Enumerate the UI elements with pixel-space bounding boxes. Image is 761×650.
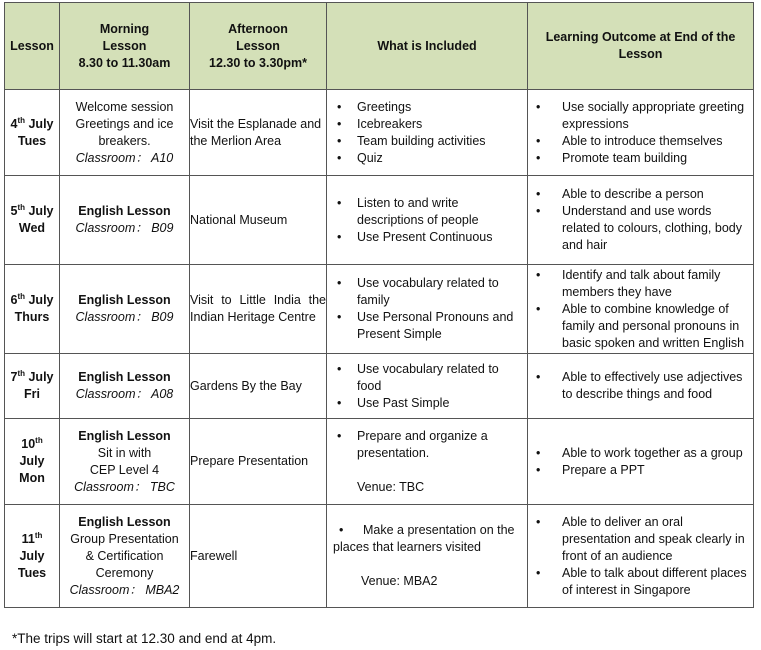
list-item: • Greetings	[327, 99, 523, 116]
lesson-date: 11th July Tues	[5, 505, 60, 608]
list-item: • Promote team building	[528, 150, 749, 167]
included-list	[327, 265, 528, 354]
list-item: • Prepare and organize a presentation.	[327, 428, 523, 462]
list-item: • Use socially appropriate greeting expressions	[528, 99, 749, 133]
afternoon-activity: Farewell	[190, 505, 327, 608]
outcome-list	[528, 354, 754, 419]
list-item: • Team building activities	[327, 133, 523, 150]
table-row	[5, 419, 754, 505]
table-row	[5, 354, 754, 419]
outcome-list	[528, 419, 754, 505]
list-item: • Able to describe a person	[528, 186, 749, 203]
morning-lesson: English Lesson Group Presentation & Certification Ceremony Classroom： MBA2	[60, 505, 190, 608]
morning-lesson: English Lesson Classroom： B09	[60, 265, 190, 354]
list-item: • Quiz	[327, 150, 523, 167]
list-item: • Able to deliver an oral presentation and speak clearly in front of an audience	[528, 514, 749, 565]
header-included: What is Included	[327, 3, 528, 90]
table-row	[5, 176, 754, 265]
list-item: • Use Personal Pronouns and Present Simple	[327, 309, 523, 343]
outcome-list	[528, 265, 754, 354]
morning-lesson: English Lesson Classroom： B09	[60, 176, 190, 265]
header-afternoon: Afternoon Lesson 12.30 to 3.30pm*	[190, 3, 327, 90]
list-item: • Identify and talk about family members they have	[528, 267, 749, 301]
header-row	[5, 3, 754, 90]
schedule-table	[4, 2, 754, 608]
bullet-icon: •	[339, 523, 344, 537]
outcome-list	[528, 505, 754, 608]
table-row	[5, 505, 754, 608]
venue-label: Venue: TBC	[357, 479, 425, 494]
list-item: • Prepare a PPT	[528, 462, 749, 479]
list-item: • Icebreakers	[327, 116, 523, 133]
list-item: • Make a presentation on the places that learners visited	[333, 523, 515, 554]
outcome-list	[528, 176, 754, 265]
lesson-date: 10th July Mon	[5, 419, 60, 505]
list-item: • Use Present Continuous	[327, 229, 523, 246]
footnote: *The trips will start at 12.30 and end at 4pm.	[12, 631, 277, 646]
list-item: • Able to effectively use adjectives to describe things and food	[528, 369, 749, 403]
afternoon-activity: Visit to Little India the Indian Heritage Centre	[190, 265, 327, 354]
included-list	[327, 176, 528, 265]
included-list	[327, 419, 528, 505]
table-row	[5, 265, 754, 354]
list-item: • Use vocabulary related to family	[327, 275, 523, 309]
lesson-date: 4th July Tues	[5, 90, 60, 176]
lesson-date: 7th July Fri	[5, 354, 60, 419]
list-item: • Able to combine knowledge of family and personal pronouns in basic spoken and written English	[528, 301, 749, 352]
list-item: • Listen to and write descriptions of people	[327, 195, 523, 229]
list-item: • Able to introduce themselves	[528, 133, 749, 150]
afternoon-activity: Prepare Presentation	[190, 419, 327, 505]
table-row	[5, 90, 754, 176]
list-item: • Use Past Simple	[327, 395, 523, 412]
lesson-date: 6th July Thurs	[5, 265, 60, 354]
list-item: • Use vocabulary related to food	[327, 361, 523, 395]
list-item: • Understand and use words related to colours, clothing, body and hair	[528, 203, 749, 254]
list-item: • Able to talk about different places of interest in Singapore	[528, 565, 749, 599]
morning-lesson: Welcome session Greetings and ice breakers. Classroom： A10	[60, 90, 190, 176]
morning-lesson: English Lesson Classroom： A08	[60, 354, 190, 419]
list-item: • Able to work together as a group	[528, 445, 749, 462]
afternoon-activity: National Museum	[190, 176, 327, 265]
header-outcome: Learning Outcome at End of the Lesson	[528, 3, 754, 90]
outcome-list	[528, 90, 754, 176]
afternoon-activity: Visit the Esplanade and the Merlion Area	[190, 90, 327, 176]
lesson-date: 5th July Wed	[5, 176, 60, 265]
included-list	[327, 505, 528, 608]
morning-lesson: English Lesson Sit in with CEP Level 4 Classroom： TBC	[60, 419, 190, 505]
afternoon-activity: Gardens By the Bay	[190, 354, 327, 419]
included-list	[327, 90, 528, 176]
included-list	[327, 354, 528, 419]
header-lesson: Lesson	[5, 3, 60, 90]
header-morning: Morning Lesson 8.30 to 11.30am	[60, 3, 190, 90]
venue-label: Venue: MBA2	[361, 574, 438, 588]
